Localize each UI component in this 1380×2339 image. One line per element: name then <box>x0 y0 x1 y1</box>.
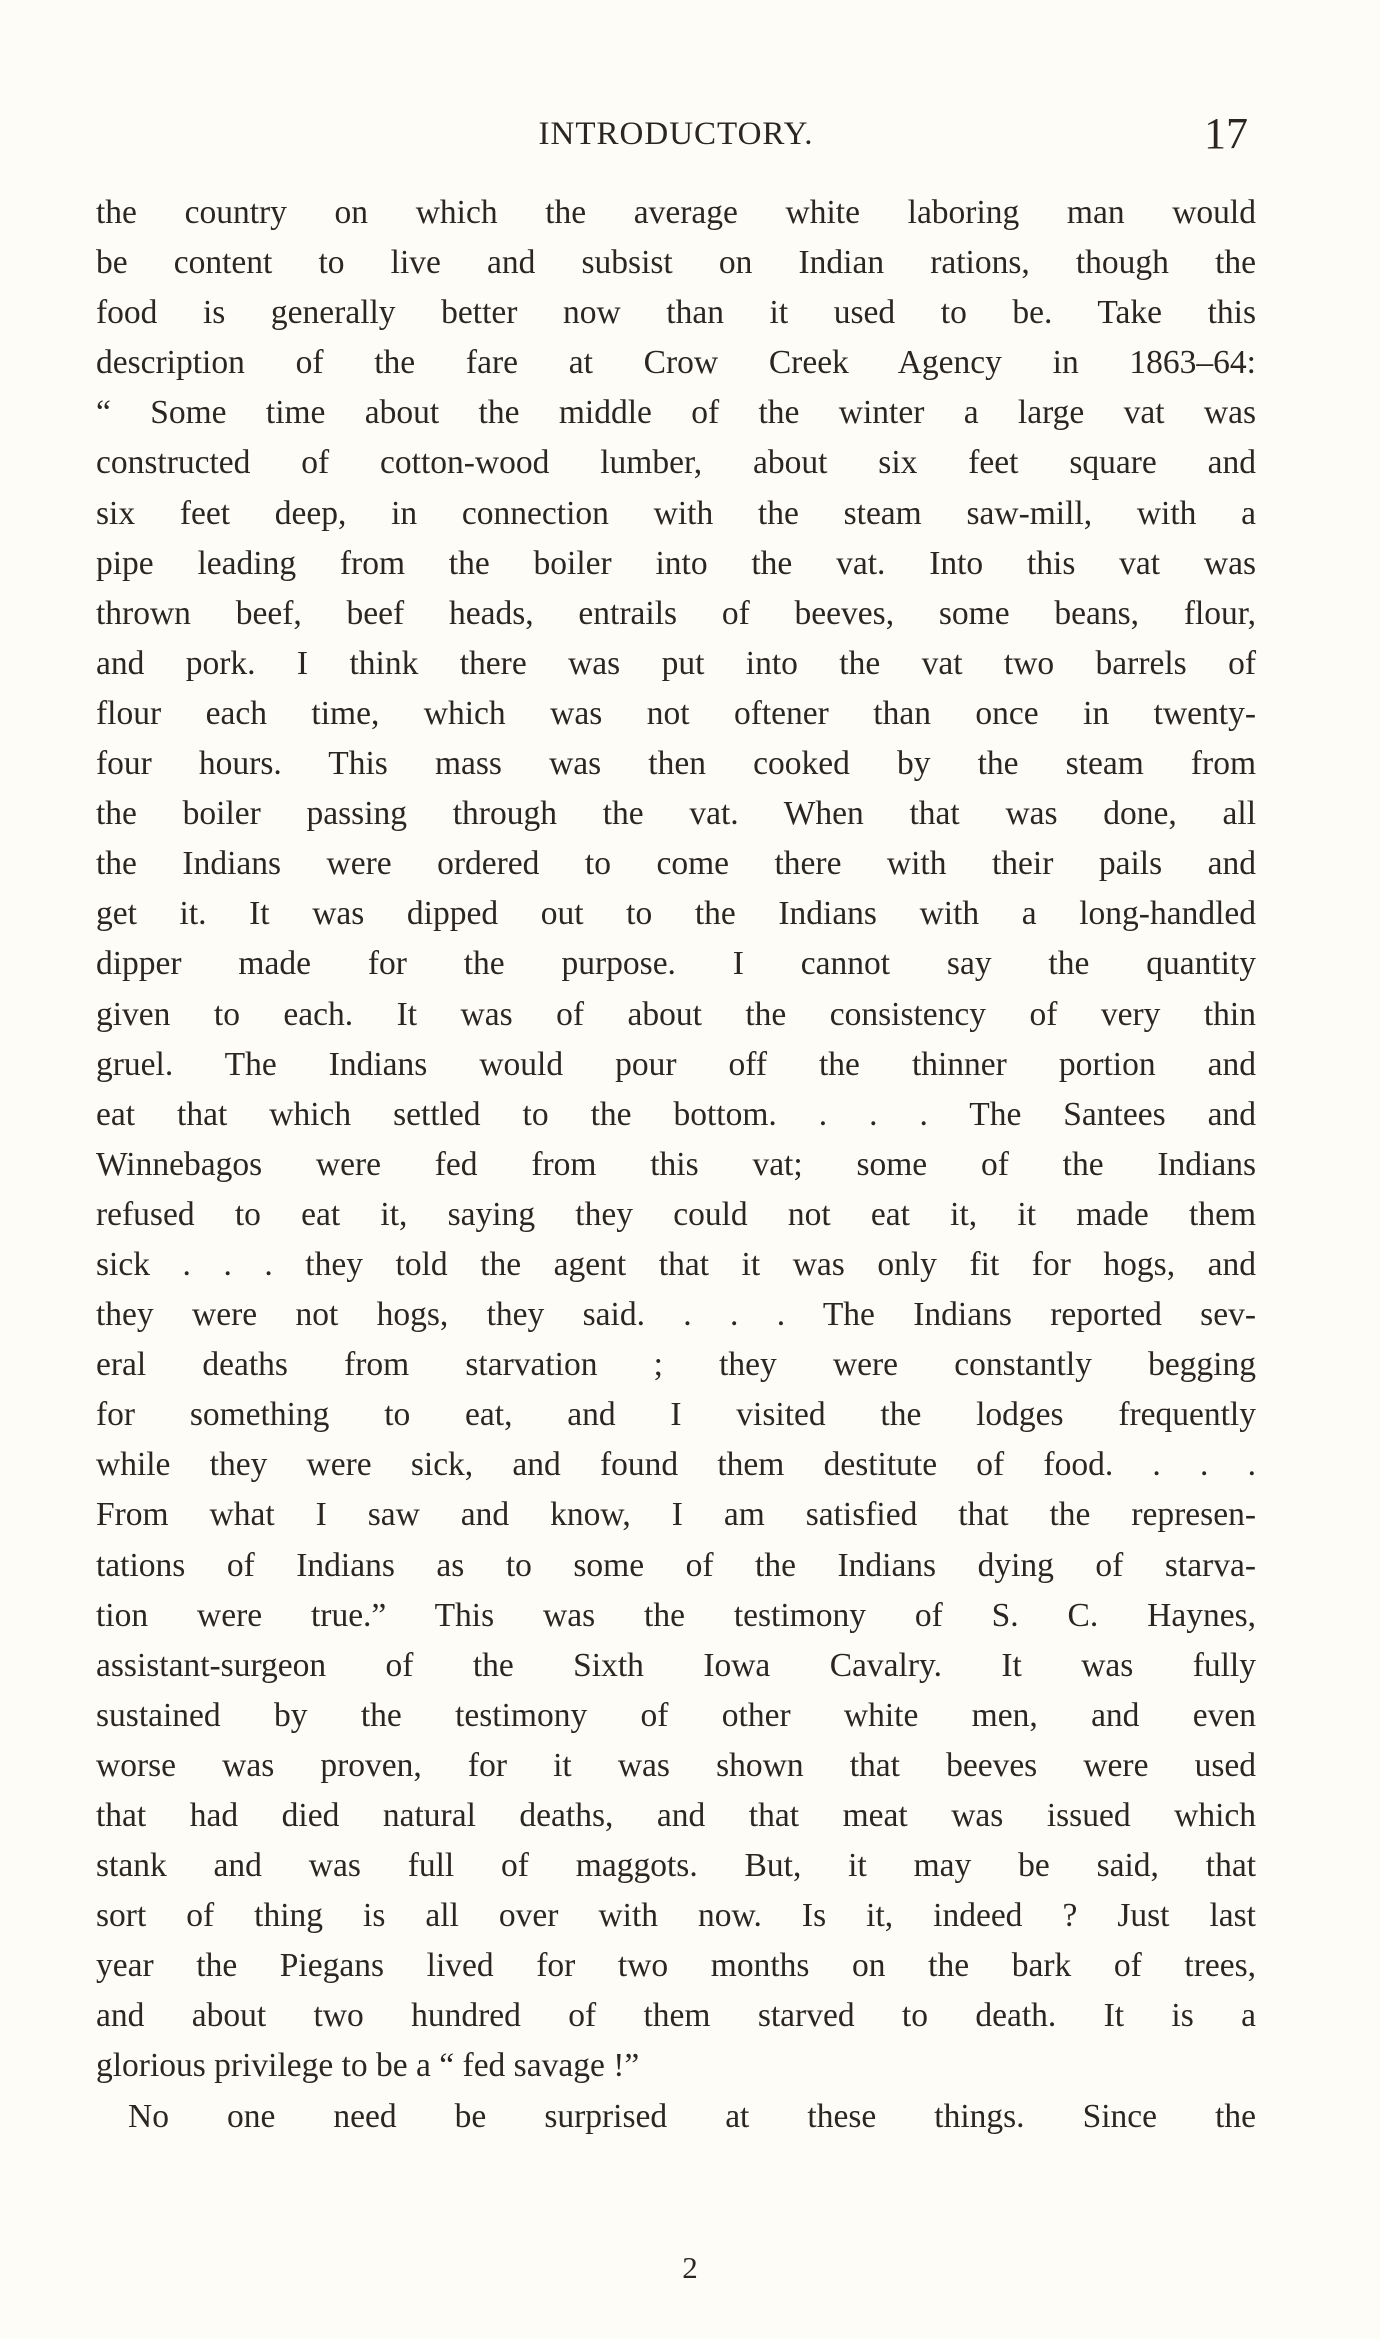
text-line: they were not hogs, they said. . . . The Indians reported sev- <box>96 1296 1256 1334</box>
text-line: the boiler passing through the vat. When that was done, all <box>96 795 1256 833</box>
text-line: be content to live and subsist on Indian rations, though the <box>96 244 1256 282</box>
text-line: glorious privilege to be a “ fed savage !” <box>96 2047 640 2085</box>
text-line: assistant-surgeon of the Sixth Iowa Cavalry. It was fully <box>96 1646 1256 1684</box>
body-text <box>96 188 1256 2142</box>
text-line: the Indians were ordered to come there with their pails and <box>96 845 1256 883</box>
text-line: food is generally better now than it used to be. Take this <box>96 294 1256 332</box>
text-line: No one need be surprised at these things. Since the <box>128 2097 1256 2135</box>
text-line: eral deaths from starvation ; they were constantly begging <box>96 1346 1256 1384</box>
text-line: and about two hundred of them starved to death. It is a <box>96 1997 1256 2035</box>
text-line: constructed of cotton-wood lumber, about six feet square and <box>96 444 1256 482</box>
text-line: description of the fare at Crow Creek Agency in 1863–64: <box>96 344 1256 382</box>
text-line: tations of Indians as to some of the Indians dying of starva- <box>96 1546 1256 1584</box>
text-line: thrown beef, beef heads, entrails of beeves, some beans, flour, <box>96 594 1256 632</box>
text-line: dipper made for the purpose. I cannot say the quantity <box>96 945 1256 983</box>
text-line: refused to eat it, saying they could not eat it, it made them <box>96 1195 1256 1233</box>
signature-mark: 2 <box>682 2250 698 2285</box>
text-line: that had died natural deaths, and that meat was issued which <box>96 1797 1256 1834</box>
text-line: sort of thing is all over with now. Is it, indeed ? Just last <box>96 1897 1256 1935</box>
text-line: year the Piegans lived for two months on the bark of trees, <box>96 1947 1256 1985</box>
text-line: Winnebagos were fed from this vat; some of the Indians <box>96 1145 1256 1183</box>
text-line: tion were true.” This was the testimony of S. C. Haynes, <box>96 1596 1256 1634</box>
text-line: flour each time, which was not oftener than once in twenty- <box>96 694 1256 732</box>
text-line: pipe leading from the boiler into the vat. Into this vat was <box>96 544 1256 582</box>
text-line: get it. It was dipped out to the Indians with a long-handled <box>96 895 1256 933</box>
text-line: the country on which the average white laboring man would <box>96 194 1256 231</box>
text-line: sustained by the testimony of other white men, and even <box>96 1696 1256 1734</box>
text-line: sick . . . they told the agent that it was only fit for hogs, and <box>96 1245 1256 1283</box>
text-line: worse was proven, for it was shown that beeves were used <box>96 1746 1256 1784</box>
text-line: stank and was full of maggots. But, it may be said, that <box>96 1847 1256 1885</box>
page-header <box>96 109 1256 172</box>
running-head: INTRODUCTORY. <box>538 116 814 152</box>
text-line: eat that which settled to the bottom. . . . The Santees and <box>96 1095 1256 1133</box>
text-line: “ Some time about the middle of the winter a large vat was <box>96 394 1256 432</box>
text-line: and pork. I think there was put into the vat two barrels of <box>96 644 1256 682</box>
page-number: 17 <box>1204 109 1248 158</box>
text-line: while they were sick, and found them destitute of food. . . . <box>96 1446 1256 1484</box>
text-line: four hours. This mass was then cooked by the steam from <box>96 745 1256 783</box>
text-line: From what I saw and know, I am satisfied that the represen- <box>96 1496 1256 1534</box>
text-line: six feet deep, in connection with the steam saw-mill, with a <box>96 494 1256 532</box>
text-line: for something to eat, and I visited the lodges frequently <box>96 1396 1256 1434</box>
text-line: given to each. It was of about the consistency of very thin <box>96 995 1256 1033</box>
text-line: gruel. The Indians would pour off the thinner portion and <box>96 1045 1256 1083</box>
